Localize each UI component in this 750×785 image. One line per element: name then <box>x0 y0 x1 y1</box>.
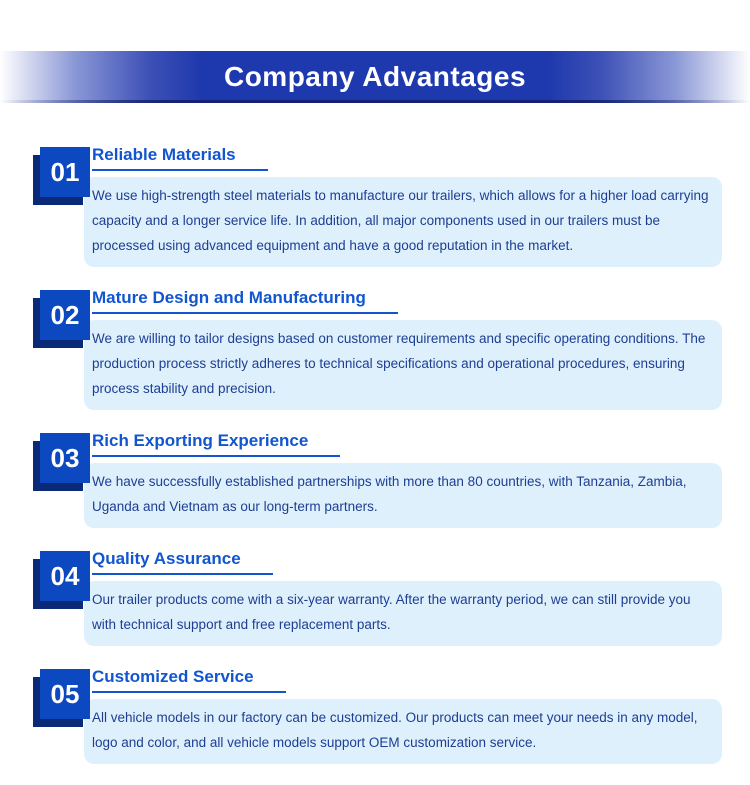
advantage-section-1 <box>33 145 722 267</box>
badge-number: 01 <box>40 147 90 197</box>
section-number-badge <box>33 669 90 727</box>
section-title-row <box>84 667 722 693</box>
advantage-section-3 <box>33 431 722 528</box>
badge-number: 03 <box>40 433 90 483</box>
badge-number: 04 <box>40 551 90 601</box>
section-description: All vehicle models in our factory can be customized. Our products can meet your needs in any model, logo and color, and all vehicle models support OEM customization service. <box>84 699 722 764</box>
advantages-list <box>33 145 722 785</box>
page-title: Company Advantages <box>223 61 527 92</box>
section-number-badge <box>33 433 90 491</box>
badge-number: 05 <box>40 669 90 719</box>
section-description: Our trailer products come with a six-year warranty. After the warranty period, we can still provide you with technical support and free replacement parts. <box>84 581 722 646</box>
section-title: Mature Design and Manufacturing <box>92 288 398 314</box>
section-title: Quality Assurance <box>92 549 273 575</box>
section-title-row <box>84 549 722 575</box>
advantage-section-4 <box>33 549 722 646</box>
section-number-badge <box>33 147 90 205</box>
section-title: Customized Service <box>92 667 286 693</box>
section-title-row <box>84 431 722 457</box>
section-number-badge <box>33 551 90 609</box>
section-title: Rich Exporting Experience <box>92 431 340 457</box>
section-description: We are willing to tailor designs based on customer requirements and specific operating conditions. The production process strictly adheres to technical specifications and operational procedures, ensuring process stability and precision. <box>84 320 722 410</box>
section-title: Reliable Materials <box>92 145 268 171</box>
page-banner <box>0 51 750 103</box>
advantage-section-2 <box>33 288 722 410</box>
section-number-badge <box>33 290 90 348</box>
advantage-section-5 <box>33 667 722 764</box>
section-title-row <box>84 145 722 171</box>
badge-number: 02 <box>40 290 90 340</box>
section-title-row <box>84 288 722 314</box>
section-description: We have successfully established partnerships with more than 80 countries, with Tanzania, Zambia, Uganda and Vietnam as our long-term partners. <box>84 463 722 528</box>
section-description: We use high-strength steel materials to manufacture our trailers, which allows for a higher load carrying capacity and a longer service life. In addition, all major components used in our trailers must be processed using advanced equipment and have a good reputation in the market. <box>84 177 722 267</box>
